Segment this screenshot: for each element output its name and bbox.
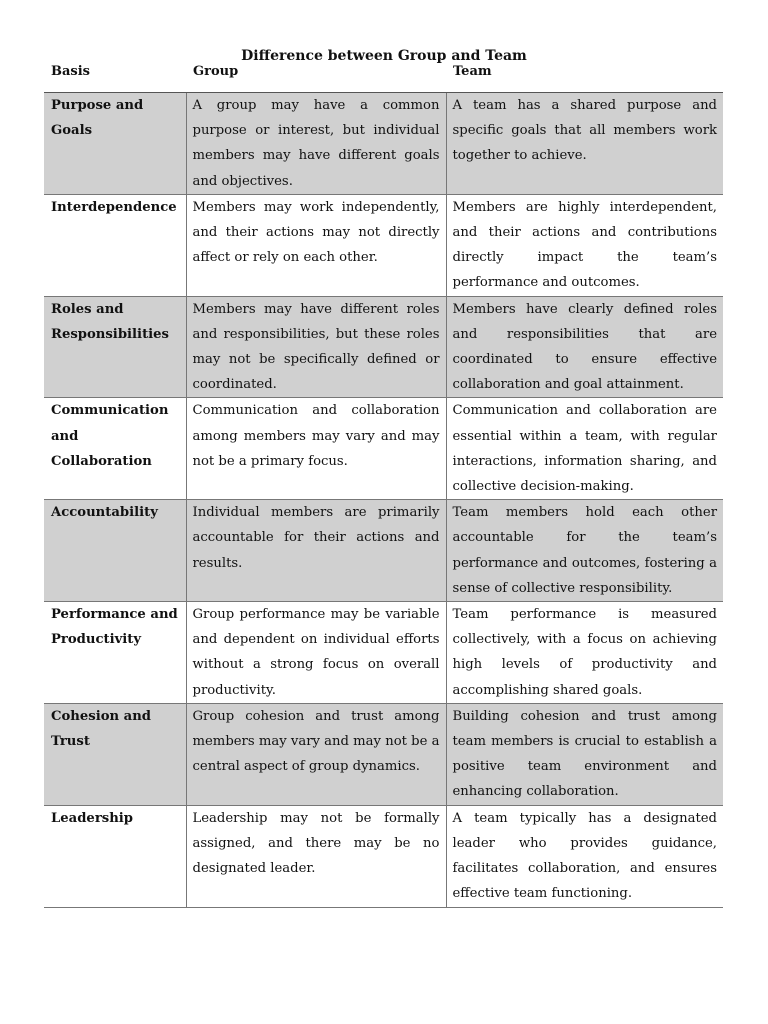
basis-cell: Interdependence [44,194,186,296]
team-cell: Team performance is measured collectively, with a focus on achieving high levels of productivity and accomplishing shared goals. [446,602,723,704]
table-row [44,296,723,398]
table-row [44,194,723,296]
team-cell: Members are highly interdependent, and their actions and contributions directly impact the team’s performance and outcomes. [446,194,723,296]
table-header-row [44,62,723,93]
table-row [44,805,723,907]
group-cell: Group cohesion and trust among members may vary and may not be a central aspect of group dynamics. [186,703,446,805]
basis-cell: Cohesion and Trust [44,703,186,805]
basis-cell: Performance and Productivity [44,602,186,704]
team-cell: A team has a shared purpose and specific goals that all members work together to achieve. [446,93,723,195]
basis-cell: Roles and Responsibilities [44,296,186,398]
team-cell: A team typically has a designated leader who provides guidance, facilitates collaboration, and ensures effective team functioning. [446,805,723,907]
group-cell: Individual members are primarily accountable for their actions and results. [186,500,446,602]
header-group: Group [186,62,446,93]
table-row [44,703,723,805]
team-cell: Building cohesion and trust among team members is crucial to establish a positive team environment and enhancing collaboration. [446,703,723,805]
comparison-table [44,62,723,908]
basis-cell: Purpose and Goals [44,93,186,195]
header-basis: Basis [44,62,186,93]
table-row [44,500,723,602]
team-cell: Team members hold each other accountable for the team’s performance and outcomes, fostering a sense of collective responsibility. [446,500,723,602]
group-cell: Leadership may not be formally assigned, and there may be no designated leader. [186,805,446,907]
table-row [44,602,723,704]
basis-cell: Leadership [44,805,186,907]
table-row [44,398,723,500]
group-cell: Group performance may be variable and dependent on individual efforts without a strong focus on overall productivity. [186,602,446,704]
table-row [44,93,723,195]
header-team: Team [446,62,723,93]
group-cell: Communication and collaboration among members may vary and may not be a primary focus. [186,398,446,500]
group-cell: Members may have different roles and responsibilities, but these roles may not be specifically defined or coordinated. [186,296,446,398]
group-cell: Members may work independently, and their actions may not directly affect or rely on each other. [186,194,446,296]
team-cell: Members have clearly defined roles and responsibilities that are coordinated to ensure effective collaboration and goal attainment. [446,296,723,398]
document-title: Difference between Group and Team [241,48,527,64]
basis-cell: Accountability [44,500,186,602]
basis-cell: Communication and Collaboration [44,398,186,500]
group-cell: A group may have a common purpose or interest, but individual members may have different goals and objectives. [186,93,446,195]
team-cell: Communication and collaboration are essential within a team, with regular interactions, information sharing, and collective decision-making. [446,398,723,500]
